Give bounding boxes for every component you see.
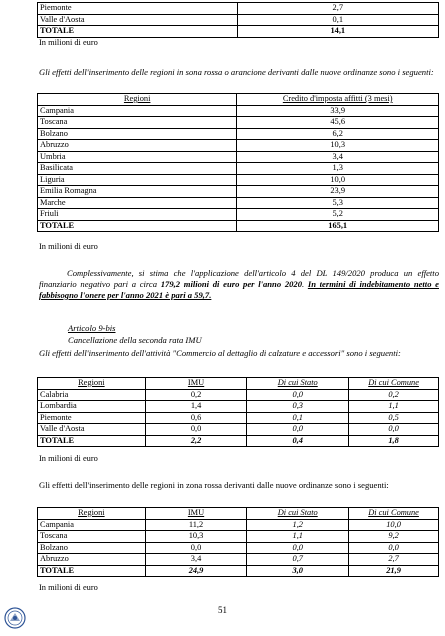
- region-cell: Lombardia: [38, 401, 146, 413]
- column-header: Di cui Comune: [349, 378, 439, 390]
- table-row: [38, 424, 439, 436]
- region-cell: Valle d'Aosta: [38, 14, 238, 26]
- value-cell: 5,2: [237, 209, 439, 221]
- value-cell: 23,9: [237, 186, 439, 198]
- value-cell: 10,3: [237, 140, 439, 152]
- stato-cell: 0,7: [247, 554, 349, 566]
- table-row: [38, 140, 439, 152]
- comune-cell: 0,2: [349, 389, 439, 401]
- table-row: [38, 174, 439, 186]
- stato-cell: 0,3: [247, 401, 349, 413]
- table-imu-red-zone-body: [38, 519, 439, 577]
- value-cell: 5,3: [237, 197, 439, 209]
- unit-note: In milioni di euro: [39, 454, 98, 463]
- comune-cell: 10,0: [349, 519, 439, 531]
- table-row: [38, 412, 439, 424]
- column-header: Regioni: [38, 508, 146, 520]
- value-cell: 33,9: [237, 105, 439, 117]
- table-row: [38, 151, 439, 163]
- region-cell: Bolzano: [38, 128, 237, 140]
- table-row: [38, 401, 439, 413]
- table-row: [38, 197, 439, 209]
- unit-note: In milioni di euro: [39, 583, 98, 592]
- comune-cell: 0,0: [349, 424, 439, 436]
- region-cell: Liguria: [38, 174, 237, 186]
- comune-cell: 2,7: [349, 554, 439, 566]
- column-header: Di cui Comune: [349, 508, 439, 520]
- summary-paragraph: Complessivamente, si stima che l'applicazione dell'articolo 4 del DL 149/2020 produca un effetto finanziario negativo pari a circa 179,2 milioni di euro per l'anno 2020. In termini di indebitamento netto e fabbisogno l'onere per l'anno 2021 è pari a 59,7.: [39, 268, 439, 300]
- value-cell: 45,6: [237, 117, 439, 129]
- region-cell: Toscana: [38, 531, 146, 543]
- article-title: Articolo 9-bis: [68, 323, 116, 333]
- table-continuation: [37, 2, 439, 38]
- comune-cell: 0,5: [349, 412, 439, 424]
- column-header: Regioni: [38, 378, 146, 390]
- region-cell: Marche: [38, 197, 237, 209]
- table-row: [38, 3, 439, 15]
- table-header-row: [38, 378, 439, 390]
- table-row: [38, 14, 439, 26]
- total-value-cell: 165,1: [237, 220, 439, 232]
- senate-seal-icon: [4, 607, 26, 629]
- table-imu-footwear: [37, 377, 439, 447]
- total-row: [38, 26, 439, 38]
- region-cell: Piemonte: [38, 3, 238, 15]
- column-header: Di cui Stato: [247, 378, 349, 390]
- table-continuation-body: [38, 3, 439, 38]
- table-row: [38, 554, 439, 566]
- stato-cell: 0,0: [247, 424, 349, 436]
- table-rent-credit-body: [38, 105, 439, 232]
- imu-cell: 0,0: [145, 542, 247, 554]
- imu-cell: 0,0: [145, 424, 247, 436]
- table-row: [38, 186, 439, 198]
- total-comune-cell: 21,9: [349, 565, 439, 577]
- table-row: [38, 163, 439, 175]
- region-cell: Abruzzo: [38, 554, 146, 566]
- table-row: [38, 519, 439, 531]
- column-header: Regioni: [38, 94, 237, 106]
- total-imu-cell: 2,2: [145, 435, 247, 447]
- table-header-row: [38, 94, 439, 106]
- table-row: [38, 209, 439, 221]
- region-cell: Umbria: [38, 151, 237, 163]
- article-subtitle: Cancellazione della seconda rata IMU: [68, 335, 202, 345]
- total-stato-cell: 3,0: [247, 565, 349, 577]
- imu-cell: 0,2: [145, 389, 247, 401]
- table-imu-footwear-body: [38, 389, 439, 447]
- table-row: [38, 105, 439, 117]
- table-row: [38, 542, 439, 554]
- stato-cell: 1,2: [247, 519, 349, 531]
- region-cell: Abruzzo: [38, 140, 237, 152]
- region-cell: Friuli: [38, 209, 237, 221]
- total-row: [38, 435, 439, 447]
- page-number: 51: [218, 605, 227, 615]
- intro-paragraph-rent-credit: Gli effetti dell'inserimento delle regioni in sona rossa o arancione derivanti dalle nuove ordinanze sono i seguenti:: [39, 67, 434, 77]
- total-label-cell: TOTALE: [38, 435, 146, 447]
- region-cell: Valle d'Aosta: [38, 424, 146, 436]
- total-imu-cell: 24,9: [145, 565, 247, 577]
- region-cell: Bolzano: [38, 542, 146, 554]
- region-cell: Campania: [38, 105, 237, 117]
- region-cell: Basilicata: [38, 163, 237, 175]
- total-label-cell: TOTALE: [38, 26, 238, 38]
- total-row: [38, 565, 439, 577]
- region-cell: Emilia Romagna: [38, 186, 237, 198]
- stato-cell: 0,1: [247, 412, 349, 424]
- imu-cell: 1,4: [145, 401, 247, 413]
- total-comune-cell: 1,8: [349, 435, 439, 447]
- region-cell: Toscana: [38, 117, 237, 129]
- imu-cell: 3,4: [145, 554, 247, 566]
- stato-cell: 1,1: [247, 531, 349, 543]
- value-cell: 3,4: [237, 151, 439, 163]
- column-header: Di cui Stato: [247, 508, 349, 520]
- total-label-cell: TOTALE: [38, 565, 146, 577]
- comune-cell: 0,0: [349, 542, 439, 554]
- total-stato-cell: 0,4: [247, 435, 349, 447]
- value-cell: 10,0: [237, 174, 439, 186]
- column-header: Credito d'imposta affitti (3 mesi): [237, 94, 439, 106]
- value-cell: 2,7: [237, 3, 438, 15]
- imu-cell: 11,2: [145, 519, 247, 531]
- stato-cell: 0,0: [247, 542, 349, 554]
- intro-paragraph-red-zone: Gli effetti dell'inserimento delle regioni in zona rossa derivanti dalle nuove ordinanze sono i seguenti:: [39, 480, 389, 490]
- value-cell: 6,2: [237, 128, 439, 140]
- stato-cell: 0,0: [247, 389, 349, 401]
- column-header: IMU: [145, 378, 247, 390]
- intro-paragraph-footwear: Gli effetti dell'inserimento dell'attività "Commercio al dettaglio di calzature e accessori" sono i seguenti:: [39, 348, 401, 358]
- total-row: [38, 220, 439, 232]
- table-row: [38, 128, 439, 140]
- table-rent-credit: [37, 93, 439, 232]
- table-imu-red-zone: [37, 507, 439, 577]
- total-value-cell: 14,1: [237, 26, 438, 38]
- value-cell: 0,1: [237, 14, 438, 26]
- region-cell: Piemonte: [38, 412, 146, 424]
- unit-note: In milioni di euro: [39, 38, 98, 47]
- comune-cell: 9,2: [349, 531, 439, 543]
- region-cell: Calabria: [38, 389, 146, 401]
- table-row: [38, 117, 439, 129]
- table-row: [38, 531, 439, 543]
- comune-cell: 1,1: [349, 401, 439, 413]
- unit-note: In milioni di euro: [39, 242, 98, 251]
- column-header: IMU: [145, 508, 247, 520]
- total-label-cell: TOTALE: [38, 220, 237, 232]
- value-cell: 1,3: [237, 163, 439, 175]
- imu-cell: 10,3: [145, 531, 247, 543]
- table-row: [38, 389, 439, 401]
- imu-cell: 0,6: [145, 412, 247, 424]
- table-header-row: [38, 508, 439, 520]
- region-cell: Campania: [38, 519, 146, 531]
